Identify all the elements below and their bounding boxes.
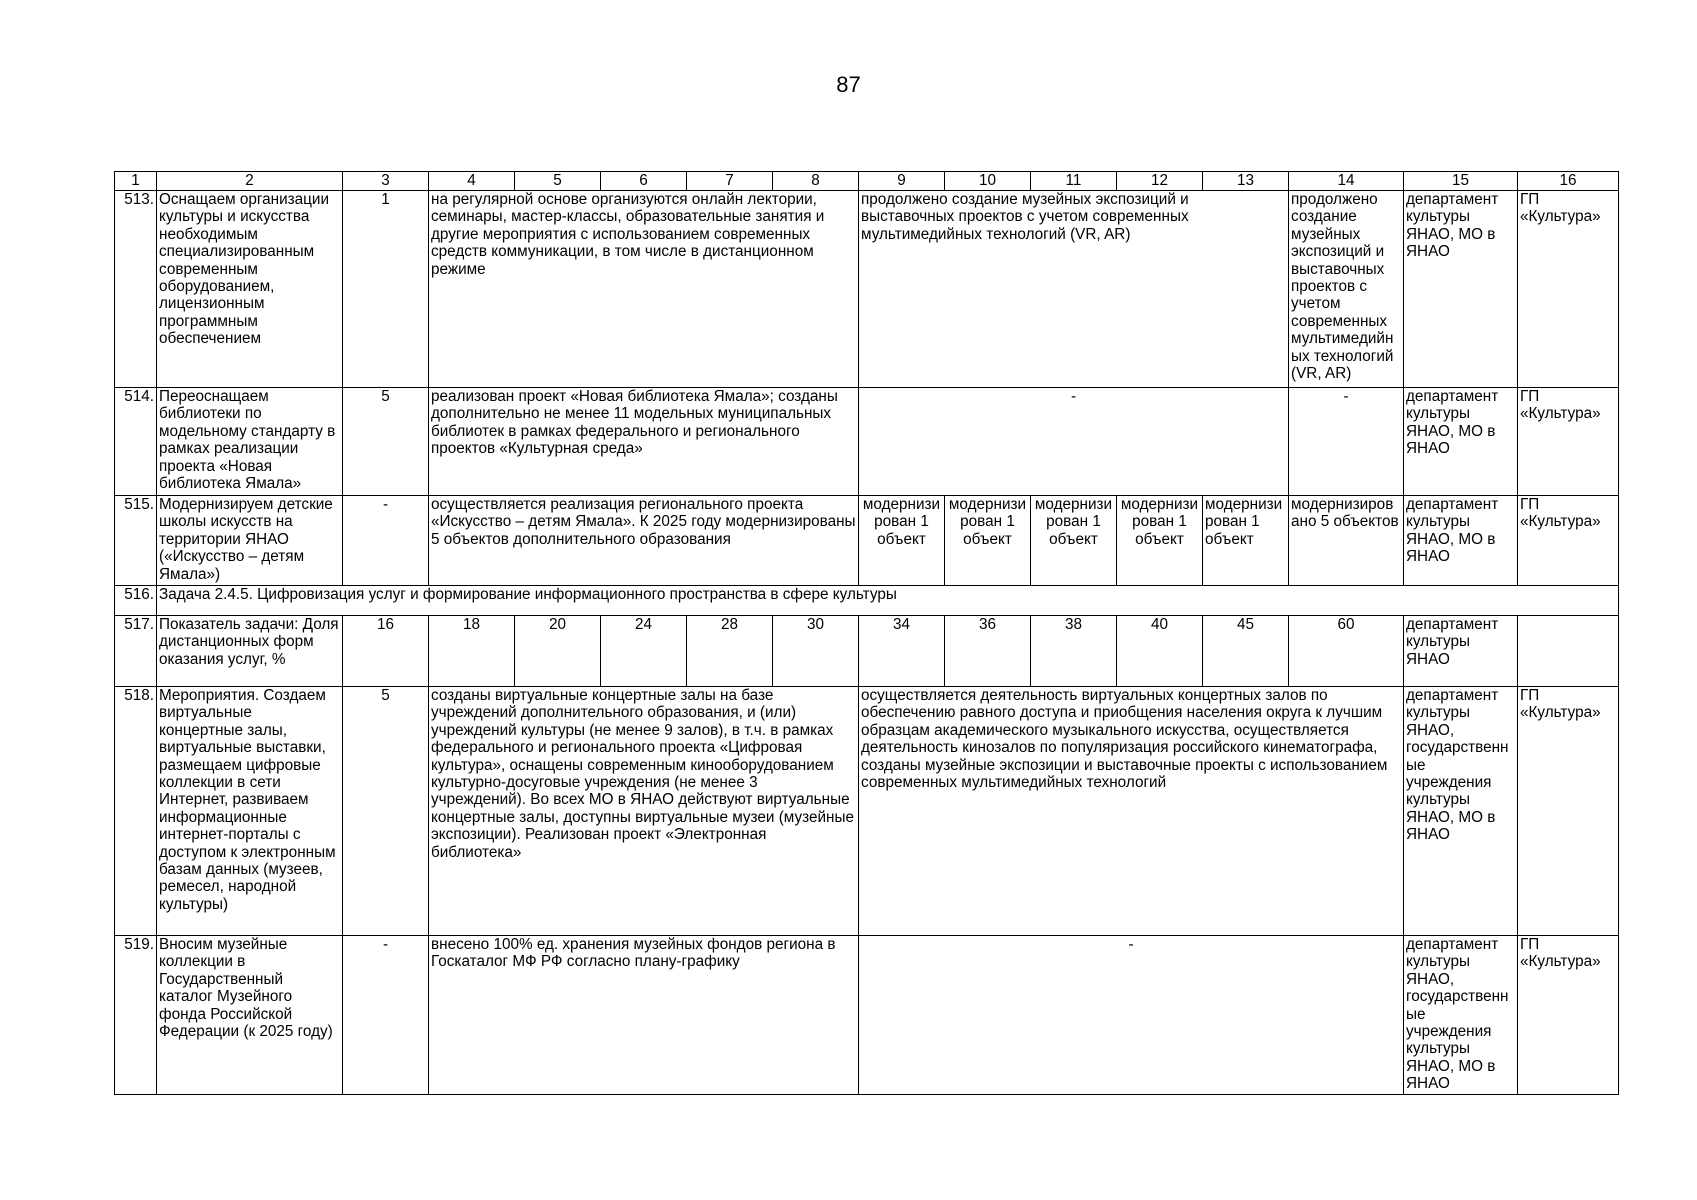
indicator-value: 30	[773, 616, 859, 687]
table-row	[115, 687, 1619, 936]
table-row	[115, 388, 1619, 496]
column-header: 10	[945, 172, 1031, 191]
table-row	[115, 191, 1619, 388]
program: ГП «Культура»	[1518, 936, 1619, 1095]
result-2030: продолжено создание музейных экспозиций и выставочных проектов с учетом современных мультимедийных технологий (VR, AR)	[1289, 191, 1404, 388]
responsible: департамент культуры ЯНАО	[1404, 616, 1518, 687]
page-number: 87	[836, 72, 861, 97]
program: ГП «Культура»	[1518, 388, 1619, 496]
indicator-value: 38	[1031, 616, 1117, 687]
column-header: 12	[1117, 172, 1203, 191]
row-number: 514.	[115, 388, 157, 496]
indicator-value: 28	[687, 616, 773, 687]
action-plan-table	[114, 171, 1619, 1095]
result-2024-2028: продолжено создание музейных экспозиций и выставочных проектов с учетом современных мультимедийных технологий (VR, AR)	[859, 191, 1289, 388]
activity-name: Вносим музейные коллекции в Государственный каталог Музейного фонда Российской Федерации (к 2025 году)	[157, 936, 343, 1095]
result-2024-2028: -	[859, 388, 1289, 496]
result-2019-2023: осуществляется реализация регионального проекта «Искусство – детям Ямала». К 2025 году модернизированы 5 объектов дополнительного образования	[429, 496, 859, 586]
program: ГП «Культура»	[1518, 687, 1619, 936]
program	[1518, 616, 1619, 687]
cell-col9: модернизирован 1 объект	[859, 496, 945, 586]
table-row	[115, 586, 1619, 616]
cell-col13: модернизирован 1 объект	[1203, 496, 1289, 586]
row-number: 517.	[115, 616, 157, 687]
activity-name: Мероприятия. Создаем виртуальные концертные залы, виртуальные выставки, размещаем цифровые коллекции в сети Интернет, развиваем информационные интернет-порталы с доступом к электронным базам данных (музеев, ремесел, народной культуры)	[157, 687, 343, 936]
row-number: 518.	[115, 687, 157, 936]
responsible: департамент культуры ЯНАО, МО в ЯНАО	[1404, 388, 1518, 496]
responsible: департамент культуры ЯНАО, МО в ЯНАО	[1404, 496, 1518, 586]
cell-col3: -	[343, 496, 429, 586]
program: ГП «Культура»	[1518, 191, 1619, 388]
result-2019-2023: на регулярной основе организуются онлайн лектории, семинары, мастер-классы, образовательные занятия и другие мероприятия с использованием современных средств коммуникации, в том числе в дистанционном режиме	[429, 191, 859, 388]
cell-col3: 5	[343, 388, 429, 496]
responsible: департамент культуры ЯНАО, МО в ЯНАО	[1404, 191, 1518, 388]
column-header: 3	[343, 172, 429, 191]
row-number: 519.	[115, 936, 157, 1095]
column-header: 2	[157, 172, 343, 191]
result-2019-2023: созданы виртуальные концертные залы на базе учреждений дополнительного образования, и (или) учреждений культуры (не менее 9 залов), в т.ч. в рамках федерального и регионального проекта «Цифровая культура», оснащены современным кинооборудованием культурно-досуговые учреждения (не менее 3 учреждений). Во всех МО в ЯНАО действуют виртуальные концертные залы, доступны виртуальные музеи (музейные экспозиции). Реализован проект «Электронная библиотека»	[429, 687, 859, 936]
column-number-row	[115, 172, 1619, 191]
column-header: 14	[1289, 172, 1404, 191]
program: ГП «Культура»	[1518, 496, 1619, 586]
cell-col3: 1	[343, 191, 429, 388]
column-header: 13	[1203, 172, 1289, 191]
row-number: 513.	[115, 191, 157, 388]
indicator-value: 34	[859, 616, 945, 687]
cell-col14: модернизировано 5 объектов	[1289, 496, 1404, 586]
cell-col3: 5	[343, 687, 429, 936]
cell-col11: модернизирован 1 объект	[1031, 496, 1117, 586]
indicator-value: 18	[429, 616, 515, 687]
responsible: департамент культуры ЯНАО, государственные учреждения культуры ЯНАО, МО в ЯНАО	[1404, 687, 1518, 936]
indicator-name: Показатель задачи: Доля дистанционных форм оказания услуг, %	[157, 616, 343, 687]
indicator-value: 16	[343, 616, 429, 687]
row-number: 516.	[115, 586, 157, 616]
indicator-value: 20	[515, 616, 601, 687]
column-header: 8	[773, 172, 859, 191]
column-header: 9	[859, 172, 945, 191]
activity-name: Оснащаем организации культуры и искусства необходимым специализированным современным оборудованием, лицензионным программным обеспечением	[157, 191, 343, 388]
activity-name: Переоснащаем библиотеки по модельному стандарту в рамках реализации проекта «Новая библиотека Ямала»	[157, 388, 343, 496]
cell-col3: -	[343, 936, 429, 1095]
indicator-value: 60	[1289, 616, 1404, 687]
result-2019-2023: реализован проект «Новая библиотека Ямала»; созданы дополнительно не менее 11 модельных муниципальных библиотек в рамках федерального и регионального проектов «Культурная среда»	[429, 388, 859, 496]
indicator-value: 24	[601, 616, 687, 687]
indicator-value: 36	[945, 616, 1031, 687]
task-heading: Задача 2.4.5. Цифровизация услуг и формирование информационного пространства в сфере культуры	[157, 586, 1619, 616]
activity-name: Модернизируем детские школы искусств на территории ЯНАО («Искусство – детям Ямала»)	[157, 496, 343, 586]
result-2030: -	[1289, 388, 1404, 496]
table-row	[115, 496, 1619, 586]
indicator-value: 40	[1117, 616, 1203, 687]
column-header: 6	[601, 172, 687, 191]
cell-col12: модернизирован 1 объект	[1117, 496, 1203, 586]
result-2024-2030: осуществляется деятельность виртуальных концертных залов по обеспечению равного доступа и приобщения населения округа к лучшим образцам академического музыкального искусства, осуществляется деятельность кинозалов по популяризация российского кинематографа, созданы музейные экспозиции и выставочные проекты с использованием современных мультимедийных технологий	[859, 687, 1404, 936]
column-header: 15	[1404, 172, 1518, 191]
column-header: 11	[1031, 172, 1117, 191]
cell-col10: модернизирован 1 объект	[945, 496, 1031, 586]
column-header: 5	[515, 172, 601, 191]
column-header: 1	[115, 172, 157, 191]
responsible: департамент культуры ЯНАО, государственные учреждения культуры ЯНАО, МО в ЯНАО	[1404, 936, 1518, 1095]
result-2024-2030: -	[859, 936, 1404, 1095]
row-number: 515.	[115, 496, 157, 586]
indicator-value: 45	[1203, 616, 1289, 687]
table-row	[115, 936, 1619, 1095]
result-2019-2023: внесено 100% ед. хранения музейных фондов региона в Госкаталог МФ РФ согласно плану-графику	[429, 936, 859, 1095]
column-header: 4	[429, 172, 515, 191]
column-header: 7	[687, 172, 773, 191]
column-header: 16	[1518, 172, 1619, 191]
table-row	[115, 616, 1619, 687]
